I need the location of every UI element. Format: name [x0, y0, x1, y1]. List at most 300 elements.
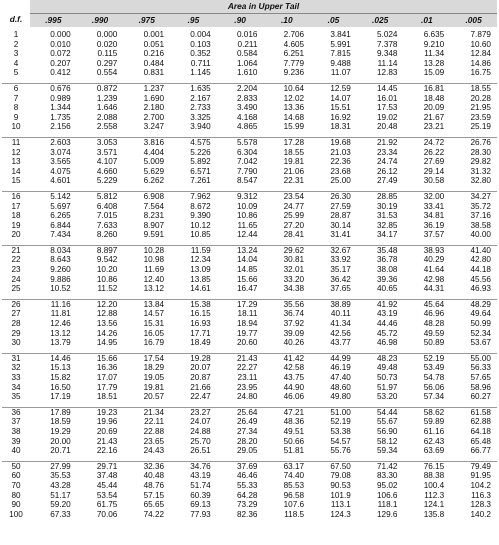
- value-cell: 18.49: [190, 338, 211, 348]
- value-cell: 48.36: [283, 417, 305, 427]
- value-cell: 19.77: [236, 328, 258, 338]
- value-cell: 100.4: [423, 480, 445, 490]
- table-row: [2, 319, 497, 329]
- value-cell: 51.81: [283, 446, 305, 456]
- value-cell: 43.75: [283, 373, 305, 382]
- value-cell: 40.26: [283, 338, 305, 348]
- value-cell: 10.20: [96, 265, 118, 275]
- value-cell: 17.79: [96, 382, 118, 392]
- value-cell: 49.80: [330, 392, 351, 402]
- value-cell: 17.28: [283, 137, 305, 147]
- value-cell: 30.58: [423, 176, 445, 186]
- value-cell: 40.11: [330, 309, 351, 319]
- value-cell: 49.64: [470, 309, 491, 319]
- value-cell: 33.20: [283, 274, 305, 284]
- value-cell: 2.204: [236, 83, 258, 93]
- value-cell: 10.09: [236, 201, 258, 211]
- value-cell: 19.05: [143, 373, 165, 382]
- value-cell: 5.892: [190, 157, 211, 167]
- value-cell: 12.88: [96, 309, 118, 319]
- value-cell: 15.09: [423, 68, 445, 78]
- value-cell: 21.43: [96, 436, 118, 446]
- table-row: [2, 481, 497, 491]
- df-cell: 27: [11, 309, 21, 319]
- value-cell: 30.19: [377, 201, 398, 211]
- df-cell: 70: [11, 480, 21, 490]
- value-cell: 16.92: [330, 112, 351, 122]
- table-row: [2, 417, 497, 427]
- value-cell: 27.99: [50, 461, 71, 471]
- value-cell: 46.19: [330, 363, 351, 373]
- value-cell: 7.633: [96, 220, 118, 230]
- value-cell: 8.034: [50, 245, 71, 255]
- table-row: [2, 191, 497, 201]
- column-header: .10: [263, 14, 310, 28]
- value-cell: 21.43: [236, 353, 258, 363]
- value-cell: 24.77: [283, 201, 305, 211]
- value-cell: 2.088: [96, 112, 118, 122]
- value-cell: 49.59: [423, 328, 445, 338]
- df-cell: 23: [11, 265, 21, 275]
- value-cell: 6.844: [50, 220, 71, 230]
- value-cell: 14.07: [330, 93, 351, 103]
- df-cell: 21: [11, 245, 21, 255]
- value-cell: 19.28: [190, 353, 211, 363]
- value-cell: 15.66: [96, 353, 118, 363]
- value-cell: 3.841: [330, 30, 351, 39]
- value-cell: 14.61: [190, 284, 211, 294]
- df-cell: 9: [13, 112, 19, 122]
- value-cell: 45.72: [377, 328, 398, 338]
- value-cell: 42.98: [423, 274, 445, 284]
- value-cell: 36.42: [330, 274, 351, 284]
- value-cell: 52.34: [470, 328, 491, 338]
- value-cell: 62.43: [423, 436, 445, 446]
- value-cell: 65.48: [470, 436, 491, 446]
- value-cell: 37.69: [236, 461, 258, 471]
- value-cell: 58.12: [377, 436, 398, 446]
- value-cell: 12.59: [330, 83, 351, 93]
- table-row: [2, 211, 497, 221]
- value-cell: 32.67: [330, 245, 351, 255]
- value-cell: 36.19: [423, 220, 445, 230]
- value-cell: 0.000: [50, 30, 71, 39]
- df-cell: 17: [11, 201, 21, 211]
- value-cell: 0.051: [143, 39, 165, 49]
- value-cell: 0.216: [143, 49, 165, 59]
- table-row: [2, 122, 497, 132]
- table-row: [2, 221, 497, 231]
- value-cell: 16.75: [470, 68, 491, 78]
- value-cell: 51.74: [190, 480, 211, 490]
- value-cell: 11.34: [424, 49, 445, 59]
- value-cell: 4.605: [283, 39, 305, 49]
- value-cell: 7.879: [470, 30, 491, 39]
- df-cell: 26: [11, 299, 21, 309]
- value-cell: 1.237: [143, 83, 165, 93]
- value-cell: 9.390: [190, 211, 211, 221]
- table-row: [2, 446, 497, 456]
- value-cell: 5.009: [143, 157, 165, 167]
- value-cell: 2.706: [283, 30, 305, 39]
- value-cell: 104.2: [470, 480, 491, 490]
- table-row: [2, 68, 497, 78]
- value-cell: 22.88: [143, 426, 165, 436]
- value-cell: 57.34: [423, 392, 445, 402]
- value-cell: 15.99: [283, 122, 305, 132]
- value-cell: 73.29: [236, 500, 258, 510]
- value-cell: 13.12: [143, 284, 165, 294]
- df-cell: 3: [13, 49, 19, 59]
- df-cell: 40: [11, 446, 21, 456]
- value-cell: 7.015: [96, 211, 118, 221]
- table-caption: Area in Upper Tail: [30, 0, 497, 14]
- value-cell: 6.571: [190, 166, 211, 176]
- value-cell: 16.79: [143, 338, 165, 348]
- value-cell: 0.020: [96, 39, 118, 49]
- value-cell: 10.52: [50, 284, 71, 294]
- value-cell: 20.69: [96, 426, 118, 436]
- value-cell: 13.09: [190, 265, 211, 275]
- value-cell: 65.65: [143, 500, 165, 510]
- value-cell: 7.962: [190, 191, 211, 201]
- value-cell: 11.69: [144, 265, 165, 275]
- value-cell: 26.51: [190, 446, 211, 456]
- value-cell: 82.36: [236, 509, 258, 519]
- value-cell: 3.053: [96, 137, 118, 147]
- column-header: .025: [357, 14, 404, 28]
- value-cell: 9.591: [143, 230, 165, 240]
- value-cell: 27.49: [377, 176, 398, 186]
- value-cell: 22.47: [190, 392, 211, 402]
- value-cell: 41.34: [330, 319, 351, 329]
- value-cell: 32.85: [377, 220, 398, 230]
- value-cell: 38.08: [377, 265, 398, 275]
- value-cell: 45.64: [423, 299, 445, 309]
- value-cell: 14.57: [143, 309, 165, 319]
- value-cell: 11.59: [190, 245, 211, 255]
- table-row: [2, 338, 497, 348]
- value-cell: 10.12: [190, 220, 211, 230]
- value-cell: 140.2: [470, 509, 491, 519]
- value-cell: 24.72: [423, 137, 445, 147]
- value-cell: 40.48: [143, 471, 165, 481]
- value-cell: 0.207: [50, 58, 71, 68]
- value-cell: 16.47: [236, 284, 258, 294]
- value-cell: 20.57: [143, 392, 165, 402]
- df-cell: 16: [11, 191, 21, 201]
- value-cell: 43.19: [377, 309, 398, 319]
- table-row: [2, 245, 497, 255]
- value-cell: 54.78: [423, 373, 445, 382]
- value-cell: 14.46: [50, 353, 71, 363]
- value-cell: 29.82: [470, 157, 491, 167]
- value-cell: 32.80: [470, 176, 491, 186]
- value-cell: 45.56: [470, 274, 491, 284]
- value-cell: 21.06: [283, 166, 305, 176]
- df-cell: 37: [11, 417, 21, 427]
- value-cell: 20.87: [190, 373, 211, 382]
- value-cell: 50.89: [423, 338, 445, 348]
- column-header-row: [2, 14, 497, 28]
- table-row: [2, 373, 497, 383]
- value-cell: 67.33: [50, 509, 71, 519]
- value-cell: 25.64: [236, 407, 258, 417]
- value-cell: 24.07: [190, 417, 211, 427]
- value-cell: 15.38: [190, 299, 211, 309]
- value-cell: 12.34: [190, 255, 211, 265]
- value-cell: 18.59: [50, 417, 71, 427]
- value-cell: 59.34: [377, 446, 398, 456]
- value-cell: 96.58: [283, 490, 305, 500]
- value-cell: 88.38: [423, 471, 445, 481]
- value-cell: 28.20: [236, 436, 258, 446]
- value-cell: 40.65: [377, 284, 398, 294]
- table-row: [2, 265, 497, 275]
- value-cell: 16.36: [96, 363, 118, 373]
- column-header: .975: [123, 14, 170, 28]
- value-cell: 4.075: [50, 166, 71, 176]
- df-cell: 5: [13, 68, 19, 78]
- value-cell: 12.83: [377, 68, 398, 78]
- value-cell: 0.711: [190, 58, 211, 68]
- df-cell: 19: [11, 220, 21, 230]
- value-cell: 83.30: [377, 471, 398, 481]
- value-cell: 23.27: [190, 407, 211, 417]
- value-cell: 15.66: [236, 274, 258, 284]
- table-row: [2, 113, 497, 123]
- value-cell: 1.635: [190, 83, 211, 93]
- value-cell: 71.42: [377, 461, 398, 471]
- value-cell: 13.28: [423, 58, 445, 68]
- value-cell: 9.210: [423, 39, 445, 49]
- value-cell: 0.103: [190, 39, 211, 49]
- value-cell: 44.18: [470, 265, 491, 275]
- value-cell: 20.60: [236, 338, 258, 348]
- value-cell: 67.50: [330, 461, 351, 471]
- value-cell: 18.29: [143, 363, 165, 373]
- value-cell: 21.66: [190, 382, 211, 392]
- value-cell: 13.24: [236, 245, 258, 255]
- df-cell: 29: [11, 328, 21, 338]
- value-cell: 7.564: [143, 201, 165, 211]
- value-cell: 24.74: [377, 157, 398, 167]
- value-cell: 6.265: [50, 211, 71, 221]
- value-cell: 1.145: [190, 68, 211, 78]
- df-cell: 31: [11, 353, 21, 363]
- value-cell: 37.48: [96, 471, 118, 481]
- value-cell: 6.635: [423, 30, 445, 39]
- value-cell: 28.87: [330, 211, 351, 221]
- value-cell: 1.735: [50, 112, 71, 122]
- value-cell: 32.00: [423, 191, 445, 201]
- value-cell: 9.260: [50, 265, 71, 275]
- table-row: [2, 284, 497, 294]
- value-cell: 9.312: [236, 191, 258, 201]
- value-cell: 41.40: [470, 245, 491, 255]
- value-cell: 55.33: [236, 480, 258, 490]
- df-cell: 10: [11, 122, 21, 132]
- value-cell: 22.36: [330, 157, 351, 167]
- value-cell: 0.016: [236, 30, 258, 39]
- value-cell: 37.92: [283, 319, 305, 329]
- value-cell: 11.14: [377, 58, 398, 68]
- table-row: [2, 103, 497, 113]
- value-cell: 12.02: [283, 93, 305, 103]
- table-row: [2, 30, 497, 40]
- value-cell: 16.93: [190, 319, 211, 329]
- value-cell: 46.98: [377, 338, 398, 348]
- value-cell: 43.77: [330, 338, 351, 348]
- value-cell: 5.578: [236, 137, 258, 147]
- value-cell: 50.66: [283, 436, 305, 446]
- value-cell: 0.872: [96, 83, 118, 93]
- value-cell: 0.554: [96, 68, 118, 78]
- value-cell: 19.96: [96, 417, 118, 427]
- value-cell: 11.16: [50, 299, 71, 309]
- value-cell: 48.23: [377, 353, 398, 363]
- table-row: [2, 230, 497, 240]
- value-cell: 66.77: [470, 446, 491, 456]
- value-cell: 17.71: [190, 328, 211, 338]
- value-cell: 6.908: [143, 191, 165, 201]
- value-cell: 60.39: [190, 490, 211, 500]
- value-cell: 5.697: [50, 201, 71, 211]
- value-cell: 13.84: [143, 299, 165, 309]
- value-cell: 61.75: [96, 500, 118, 510]
- value-cell: 20.00: [50, 436, 71, 446]
- value-cell: 26.30: [330, 191, 351, 201]
- value-cell: 3.074: [50, 147, 71, 157]
- value-cell: 0.000: [96, 30, 118, 39]
- value-cell: 37.57: [423, 230, 445, 240]
- value-cell: 0.412: [50, 68, 71, 78]
- df-cell: 22: [11, 255, 21, 265]
- value-cell: 129.6: [377, 509, 398, 519]
- value-cell: 16.01: [377, 93, 398, 103]
- table-row: [2, 83, 497, 93]
- column-header: .995: [30, 14, 77, 28]
- value-cell: 25.99: [283, 211, 305, 221]
- value-cell: 19.23: [96, 407, 118, 417]
- df-cell: 36: [11, 407, 21, 417]
- value-cell: 30.81: [283, 255, 305, 265]
- value-cell: 27.34: [236, 426, 258, 436]
- value-cell: 26.49: [236, 417, 258, 427]
- value-cell: 8.231: [143, 211, 165, 221]
- value-cell: 21.34: [143, 407, 165, 417]
- value-cell: 20.07: [190, 363, 211, 373]
- value-cell: 1.239: [96, 93, 118, 103]
- df-cell: 39: [11, 436, 21, 446]
- value-cell: 23.65: [143, 436, 165, 446]
- value-cell: 3.247: [143, 122, 165, 132]
- value-cell: 23.11: [237, 373, 258, 382]
- table-row: [2, 353, 497, 363]
- value-cell: 0.115: [97, 49, 118, 59]
- value-cell: 69.13: [190, 500, 211, 510]
- value-cell: 19.81: [283, 157, 305, 167]
- value-cell: 4.168: [236, 112, 258, 122]
- value-cell: 106.6: [377, 490, 398, 500]
- value-cell: 54.44: [377, 407, 398, 417]
- value-cell: 35.72: [470, 201, 491, 211]
- value-cell: 135.8: [423, 509, 445, 519]
- table-row: [2, 40, 497, 50]
- value-cell: 38.58: [470, 220, 491, 230]
- value-cell: 8.672: [190, 201, 211, 211]
- value-cell: 8.897: [96, 245, 118, 255]
- value-cell: 0.831: [143, 68, 165, 78]
- value-cell: 31.32: [470, 166, 491, 176]
- value-cell: 0.004: [190, 30, 211, 39]
- value-cell: 12.44: [236, 230, 258, 240]
- value-cell: 19.81: [143, 382, 165, 392]
- table-row: [2, 157, 497, 167]
- value-cell: 53.49: [423, 363, 445, 373]
- value-cell: 53.20: [377, 392, 398, 402]
- value-cell: 43.19: [190, 471, 211, 481]
- value-cell: 32.36: [143, 461, 165, 471]
- value-cell: 5.229: [96, 176, 118, 186]
- value-cell: 50.73: [377, 373, 398, 382]
- value-cell: 7.042: [236, 157, 258, 167]
- value-cell: 28.41: [283, 230, 305, 240]
- value-cell: 51.17: [50, 490, 71, 500]
- column-header: .90: [217, 14, 264, 28]
- value-cell: 4.601: [50, 176, 71, 186]
- value-cell: 34.27: [470, 191, 491, 201]
- value-cell: 17.07: [96, 373, 118, 382]
- value-cell: 124.3: [330, 509, 351, 519]
- value-cell: 11.81: [50, 309, 71, 319]
- value-cell: 112.3: [424, 490, 445, 500]
- value-cell: 46.93: [470, 284, 491, 294]
- value-cell: 23.68: [330, 166, 351, 176]
- value-cell: 37.65: [330, 284, 351, 294]
- value-cell: 58.62: [423, 407, 445, 417]
- value-cell: 1.344: [50, 103, 71, 113]
- df-cell: 34: [11, 382, 21, 392]
- df-cell: 35: [11, 392, 21, 402]
- value-cell: 10.60: [470, 39, 491, 49]
- value-cell: 29.71: [96, 461, 118, 471]
- value-cell: 91.95: [470, 471, 491, 481]
- df-cell: 15: [11, 176, 21, 186]
- value-cell: 14.45: [377, 83, 398, 93]
- value-cell: 11.52: [97, 284, 118, 294]
- value-cell: 33.41: [423, 201, 445, 211]
- value-cell: 16.05: [143, 328, 165, 338]
- value-cell: 77.93: [190, 509, 211, 519]
- value-cell: 118.5: [284, 509, 305, 519]
- value-cell: 13.79: [50, 338, 71, 348]
- value-cell: 62.88: [470, 417, 491, 427]
- value-cell: 7.815: [330, 49, 351, 59]
- column-header: .01: [404, 14, 451, 28]
- value-cell: 0.072: [50, 49, 71, 59]
- value-cell: 29.05: [236, 446, 258, 456]
- value-cell: 30.14: [330, 220, 351, 230]
- value-cell: 17.54: [143, 353, 165, 363]
- value-cell: 1.690: [143, 93, 165, 103]
- value-cell: 5.812: [96, 191, 118, 201]
- value-cell: 10.64: [283, 83, 305, 93]
- value-cell: 1.064: [236, 58, 258, 68]
- table-row: [2, 329, 497, 339]
- table-row: [2, 137, 497, 147]
- value-cell: 35.48: [377, 245, 398, 255]
